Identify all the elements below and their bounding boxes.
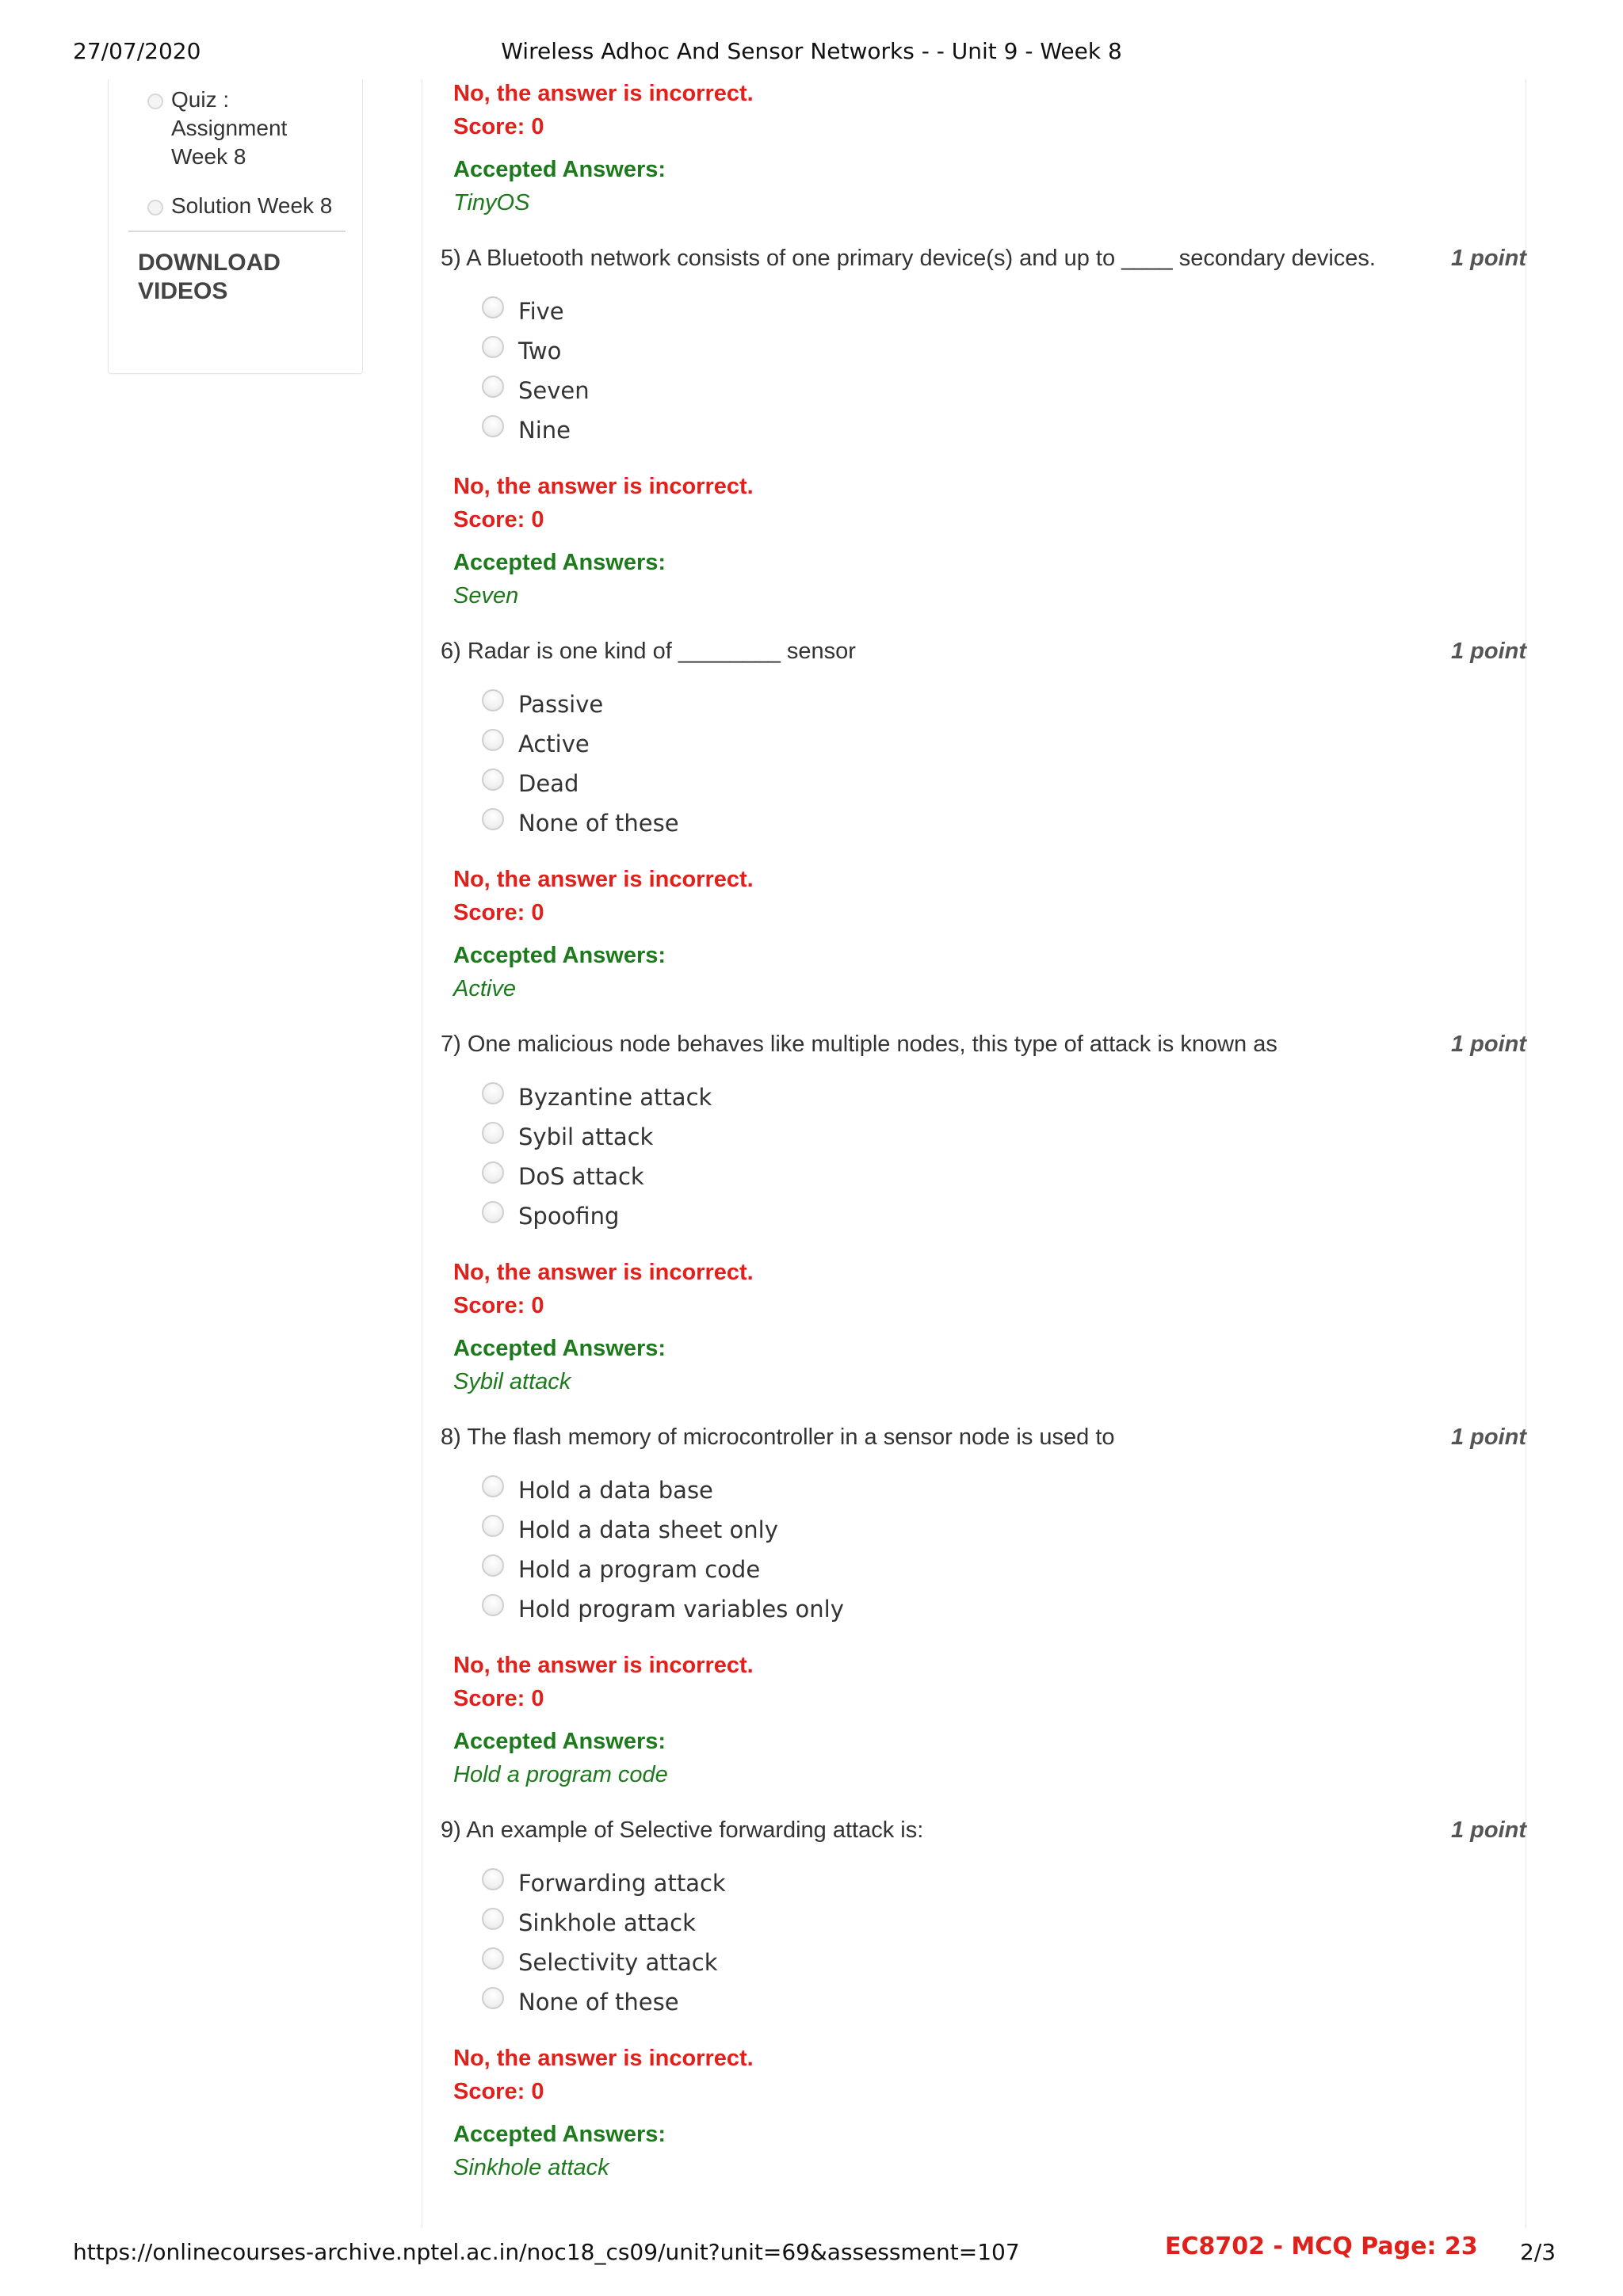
feedback-block: [453, 865, 754, 1003]
radio-button-icon[interactable]: [482, 1201, 504, 1223]
radio-button-icon[interactable]: [482, 689, 504, 711]
question-points: 1 point: [1450, 1032, 1526, 1057]
options-list: [482, 1868, 1526, 2027]
option[interactable]: Sinkhole attack: [482, 1908, 1526, 1947]
option[interactable]: Hold a data sheet only: [482, 1515, 1526, 1554]
score-label: Score: 0: [453, 1686, 544, 1711]
question-points: 1 point: [1450, 246, 1526, 271]
radio-button-icon[interactable]: [482, 1122, 504, 1144]
options-list: [482, 689, 1526, 848]
radio-button-icon[interactable]: [482, 1161, 504, 1184]
sidebar-item-quiz-assignment[interactable]: Quiz : Assignment Week 8: [171, 87, 288, 169]
option[interactable]: Seven: [482, 376, 1526, 415]
option[interactable]: Forwarding attack: [482, 1868, 1526, 1908]
radio-button-icon[interactable]: [482, 1554, 504, 1577]
radio-button-icon[interactable]: [482, 769, 504, 791]
radio-button-icon[interactable]: [482, 415, 504, 437]
options-list: [482, 1475, 1526, 1634]
score-label: Score: 0: [453, 900, 544, 925]
circle-bullet-icon: [147, 93, 163, 109]
print-page-title: Wireless Adhoc And Sensor Networks - - Unit 9 - Week 8: [501, 38, 1122, 64]
question-text: 9) An example of Selective forwarding attack is:: [441, 1817, 924, 1843]
score-label: Score: 0: [453, 1293, 544, 1318]
sidebar-divider: [128, 231, 346, 232]
option[interactable]: Hold a program code: [482, 1554, 1526, 1594]
question-points: 1 point: [1450, 1817, 1526, 1843]
option[interactable]: Active: [482, 729, 1526, 769]
question-text: 8) The flash memory of microcontroller in a sensor node is used to: [441, 1425, 1115, 1450]
feedback-block: [453, 2044, 754, 2182]
question-7: [441, 1030, 1526, 1241]
question-points: 1 point: [1450, 639, 1526, 664]
options-list: [482, 1082, 1526, 1241]
option[interactable]: Byzantine attack: [482, 1082, 1526, 1122]
option[interactable]: Two: [482, 336, 1526, 376]
option[interactable]: Selectivity attack: [482, 1947, 1526, 1987]
question-8: [441, 1423, 1526, 1634]
radio-button-icon[interactable]: [482, 1868, 504, 1890]
score-label: Score: 0: [453, 2079, 544, 2104]
option[interactable]: Dead: [482, 769, 1526, 808]
option[interactable]: Spoofing: [482, 1201, 1526, 1241]
accepted-answers-label: Accepted Answers:: [453, 157, 666, 182]
radio-button-icon[interactable]: [482, 808, 504, 830]
incorrect-message: No, the answer is incorrect.: [453, 474, 754, 499]
option[interactable]: Passive: [482, 689, 1526, 729]
radio-button-icon[interactable]: [482, 1082, 504, 1104]
incorrect-message: No, the answer is incorrect.: [453, 1653, 754, 1678]
option[interactable]: Sybil attack: [482, 1122, 1526, 1161]
incorrect-message: No, the answer is incorrect.: [453, 1260, 754, 1285]
radio-button-icon[interactable]: [482, 376, 504, 398]
option[interactable]: Five: [482, 296, 1526, 336]
accepted-answer: Sybil attack: [453, 1369, 571, 1394]
accepted-answers-label: Accepted Answers:: [453, 2122, 666, 2147]
question-text: 5) A Bluetooth network consists of one primary device(s) and up to ____ secondary devices.: [441, 246, 1376, 271]
option[interactable]: None of these: [482, 808, 1526, 848]
option[interactable]: Nine: [482, 415, 1526, 455]
radio-button-icon[interactable]: [482, 1947, 504, 1970]
accepted-answer: Seven: [453, 583, 519, 608]
print-url: https://onlinecourses-archive.nptel.ac.in/noc18_cs09/unit?unit=69&assessment=107: [73, 2239, 1020, 2265]
feedback-block: [453, 79, 754, 217]
accepted-answer: Sinkhole attack: [453, 2155, 609, 2180]
radio-button-icon[interactable]: [482, 296, 504, 318]
incorrect-message: No, the answer is incorrect.: [453, 81, 754, 106]
radio-button-icon[interactable]: [482, 729, 504, 751]
incorrect-message: No, the answer is incorrect.: [453, 2046, 754, 2071]
print-date: 27/07/2020: [73, 38, 201, 64]
print-page-number: 2/3: [1520, 2239, 1556, 2265]
feedback-block: [453, 1651, 754, 1789]
options-list: [482, 296, 1526, 455]
download-videos-link[interactable]: DOWNLOAD VIDEOS: [138, 250, 281, 304]
accepted-answers-label: Accepted Answers:: [453, 1336, 666, 1361]
accepted-answer: Active: [453, 976, 516, 1001]
accepted-answers-label: Accepted Answers:: [453, 1729, 666, 1754]
question-6: [441, 637, 1526, 848]
option[interactable]: Hold program variables only: [482, 1594, 1526, 1634]
accepted-answer: TinyOS: [453, 190, 530, 215]
question-5: [441, 244, 1526, 455]
option[interactable]: Hold a data base: [482, 1475, 1526, 1515]
radio-button-icon[interactable]: [482, 1515, 504, 1537]
question-text: 7) One malicious node behaves like multiple nodes, this type of attack is known as: [441, 1032, 1277, 1057]
option[interactable]: DoS attack: [482, 1161, 1526, 1201]
sidebar-item-solution[interactable]: Solution Week 8: [171, 193, 333, 218]
radio-button-icon[interactable]: [482, 1908, 504, 1930]
radio-button-icon[interactable]: [482, 336, 504, 358]
radio-button-icon[interactable]: [482, 1475, 504, 1497]
question-text: 6) Radar is one kind of ________ sensor: [441, 639, 856, 664]
score-label: Score: 0: [453, 507, 544, 532]
page-stamp: EC8702 - MCQ Page: 23: [1165, 2233, 1478, 2260]
question-9: [441, 1816, 1526, 2027]
circle-bullet-icon: [147, 200, 163, 215]
radio-button-icon[interactable]: [482, 1594, 504, 1616]
score-label: Score: 0: [453, 114, 544, 139]
accepted-answers-label: Accepted Answers:: [453, 943, 666, 968]
radio-button-icon[interactable]: [482, 1987, 504, 2009]
incorrect-message: No, the answer is incorrect.: [453, 867, 754, 892]
question-points: 1 point: [1450, 1425, 1526, 1450]
accepted-answers-label: Accepted Answers:: [453, 550, 666, 575]
option[interactable]: None of these: [482, 1987, 1526, 2027]
feedback-block: [453, 1258, 754, 1396]
accepted-answer: Hold a program code: [453, 1762, 668, 1787]
feedback-block: [453, 472, 754, 610]
